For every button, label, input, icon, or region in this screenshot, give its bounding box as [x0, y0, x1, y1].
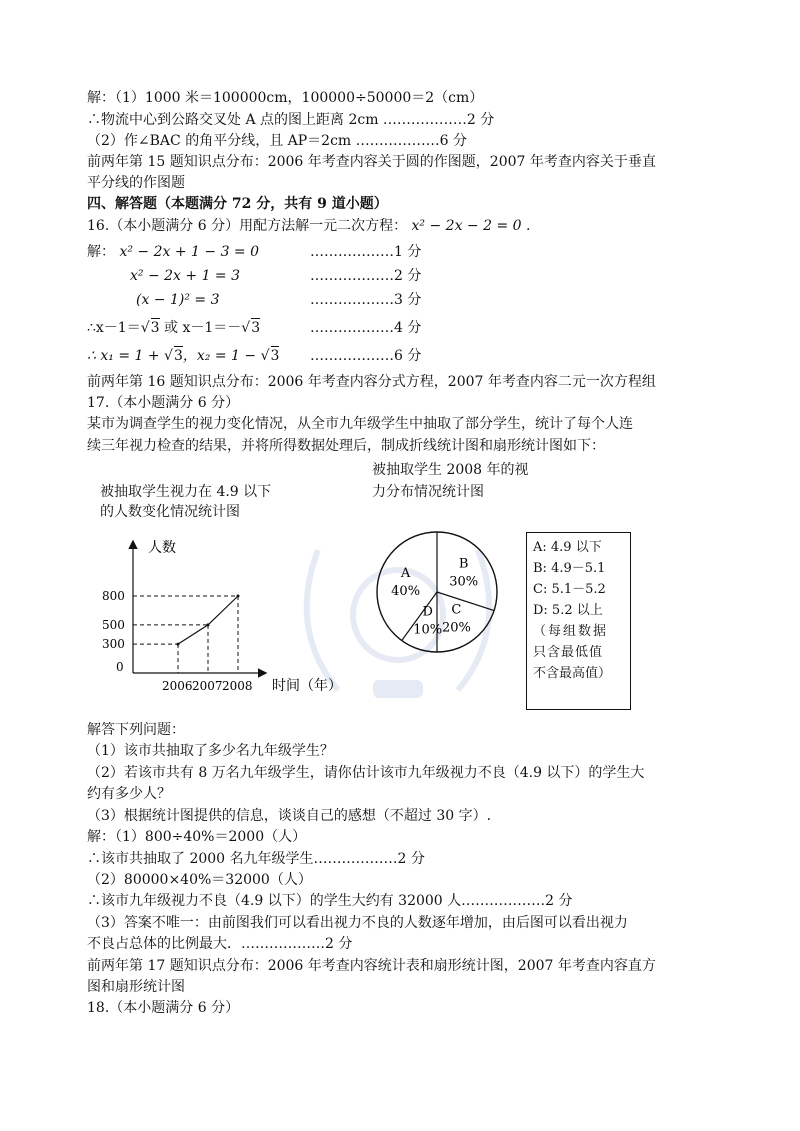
step-4-text-a: ∴x－1＝	[87, 320, 141, 336]
section-heading: 四、解答题（本题满分 72 分，共有 9 道小题）	[87, 196, 388, 212]
solution-17-3: （3）答案不唯一：由前图我们可以看出视力不良的人数逐年增加，由后图可以看出视力	[87, 915, 628, 931]
solution-17-1: 解：（1）800÷40%＝2000（人）	[87, 829, 307, 845]
question-part-1: （1）该市共抽取了多少名九年级学生？	[87, 743, 334, 759]
pie-percent-b: 30%	[449, 574, 479, 590]
question-part-2-cont: 约有多少人？	[87, 786, 171, 802]
step-5-score: ………………6 分	[310, 348, 422, 364]
step-1-equation: x² − 2x + 1 − 3 = 0	[119, 244, 260, 260]
pie-chart-title-2: 力分布情况统计图	[372, 484, 484, 500]
pie-chart-title-1: 被抽取学生 2008 年的视	[372, 462, 529, 478]
sqrt-3: 3	[173, 348, 183, 364]
x-tick-label: 2008	[222, 679, 253, 693]
pie-chart	[375, 520, 515, 660]
solution-line-3: （2）作∠BAC 的角平分线，且 AP＝2cm ………………6 分	[87, 133, 468, 149]
knowledge-note-17: 前两年第 17 题知识点分布：2006 年考查内容统计表和扇形统计图，2007 年考查内容直方	[87, 958, 656, 974]
legend-item-a: A: 4.9 以下	[533, 540, 602, 555]
x-tick-label: 2007	[192, 679, 223, 693]
solution-line-1: 解：（1）1000 米＝100000cm，100000÷50000＝2（cm）	[87, 90, 484, 106]
pie-legend-box	[526, 532, 631, 710]
step-1-score: ………………1 分	[310, 244, 422, 260]
sqrt-3: 3	[251, 320, 261, 336]
line-chart	[90, 530, 370, 700]
legend-note-3: 不含最高值）	[533, 666, 612, 681]
pie-label-d: D	[422, 604, 433, 620]
question-16-text: 16.（本小题满分 6 分）用配方法解一元二次方程：	[87, 218, 408, 234]
sqrt-3: 3	[150, 320, 160, 336]
legend-item-b: B: 4.9－5.1	[533, 561, 606, 576]
solution-line-2: ∴物流中心到公路交叉处 A 点的图上距离 2cm ………………2 分	[87, 112, 495, 128]
x-tick-label: 2006	[162, 679, 193, 693]
question-17: 17.（本小题满分 6 分）	[87, 395, 240, 411]
step-3-score: ………………3 分	[310, 292, 422, 308]
pie-slice-edge-c	[437, 592, 494, 611]
solution-17-3b: 不良占总体的比例最大．………………2 分	[87, 936, 353, 952]
step-4-text-b: 或 x－1＝－	[159, 320, 242, 336]
step-5-text-b: ，x₂ = 1 −	[182, 348, 261, 364]
question-16	[87, 216, 530, 236]
y-tick-label: 300	[102, 637, 125, 652]
sqrt-3: 3	[270, 348, 280, 364]
solution-17-2b: ∴该市九年级视力不良（4.9 以下）的学生大约有 32000 人………………2 分	[87, 893, 573, 909]
pie-label-b: B	[458, 556, 469, 572]
y-tick-label: 800	[102, 589, 125, 603]
question-part-3: （3）根据统计图提供的信息，谈谈自己的感想（不超过 30 字）.	[87, 808, 492, 824]
origin-label: 0	[116, 660, 124, 674]
knowledge-note-16: 前两年第 16 题知识点分布：2006 年考查内容分式方程，2007 年考查内容二元一次方程组	[87, 374, 656, 390]
answer-heading: 解答下列问题：	[87, 722, 185, 738]
solution-17-2: （2）80000×40%＝32000（人）	[87, 872, 312, 888]
step-3-equation: (x − 1)² = 3	[136, 292, 220, 308]
y-tick-label: 500	[102, 617, 125, 632]
legend-note-2: 只含最低值	[533, 645, 604, 660]
legend-item-c: C: 5.1－5.2	[533, 582, 606, 597]
question-17-text-1: 某市为调查学生的视力变化情况，从全市九年级学生中抽取了部分学生，统计了每个人连	[87, 416, 633, 432]
knowledge-note-15-cont: 平分线的作图题	[87, 175, 185, 191]
line-chart-title-1: 被抽取学生视力在 4.9 以下	[100, 484, 272, 500]
solution-17-1b: ∴该市共抽取了 2000 名九年级学生………………2 分	[87, 851, 425, 867]
solution-prefix: 解：	[87, 244, 115, 260]
question-16-equation: x² − 2x − 2 = 0 .	[411, 218, 531, 234]
pie-label-a: A	[400, 565, 411, 581]
step-2-score: ………………2 分	[310, 268, 422, 284]
question-17-text-2: 续三年视力检查的结果，并将所得数据处理后，制成折线统计图和扇形统计图如下：	[87, 438, 605, 454]
x-axis-label: 时间（年）	[272, 678, 342, 694]
pie-percent-d: 10%	[413, 622, 443, 638]
question-18: 18.（本小题满分 6 分）	[87, 1000, 240, 1016]
legend-note-1: （每组数据	[533, 624, 609, 639]
legend-item-d: D: 5.2 以上	[533, 603, 603, 618]
line-chart-title-2: 的人数变化情况统计图	[100, 504, 240, 520]
knowledge-note-17-cont: 图和扇形统计图	[87, 979, 185, 995]
step-2-equation: x² − 2x + 1 = 3	[130, 268, 241, 284]
data-line-series	[178, 596, 238, 644]
step-4-row: ∴x－1＝√3 或 x－1＝－√3	[87, 320, 261, 336]
step-5-row: ∴ x₁ = 1 + √3，x₂ = 1 − √3	[87, 348, 280, 364]
pie-label-c: C	[451, 602, 462, 618]
step-4-score: ………………4 分	[310, 320, 422, 336]
question-part-2: （2）若该市共有 8 万名九年级学生，请你估计该市九年级视力不良（4.9 以下）的学生大	[87, 765, 645, 781]
pie-percent-a: 40%	[391, 583, 421, 599]
y-axis-label: 人数	[148, 540, 176, 556]
step-5-text-a: ∴ x₁ = 1 +	[87, 348, 165, 364]
pie-percent-c: 20%	[441, 620, 471, 636]
step-1-row	[87, 242, 259, 262]
knowledge-note-15: 前两年第 15 题知识点分布：2006 年考查内容关于圆的作图题，2007 年考查内容关于垂直	[87, 154, 656, 170]
